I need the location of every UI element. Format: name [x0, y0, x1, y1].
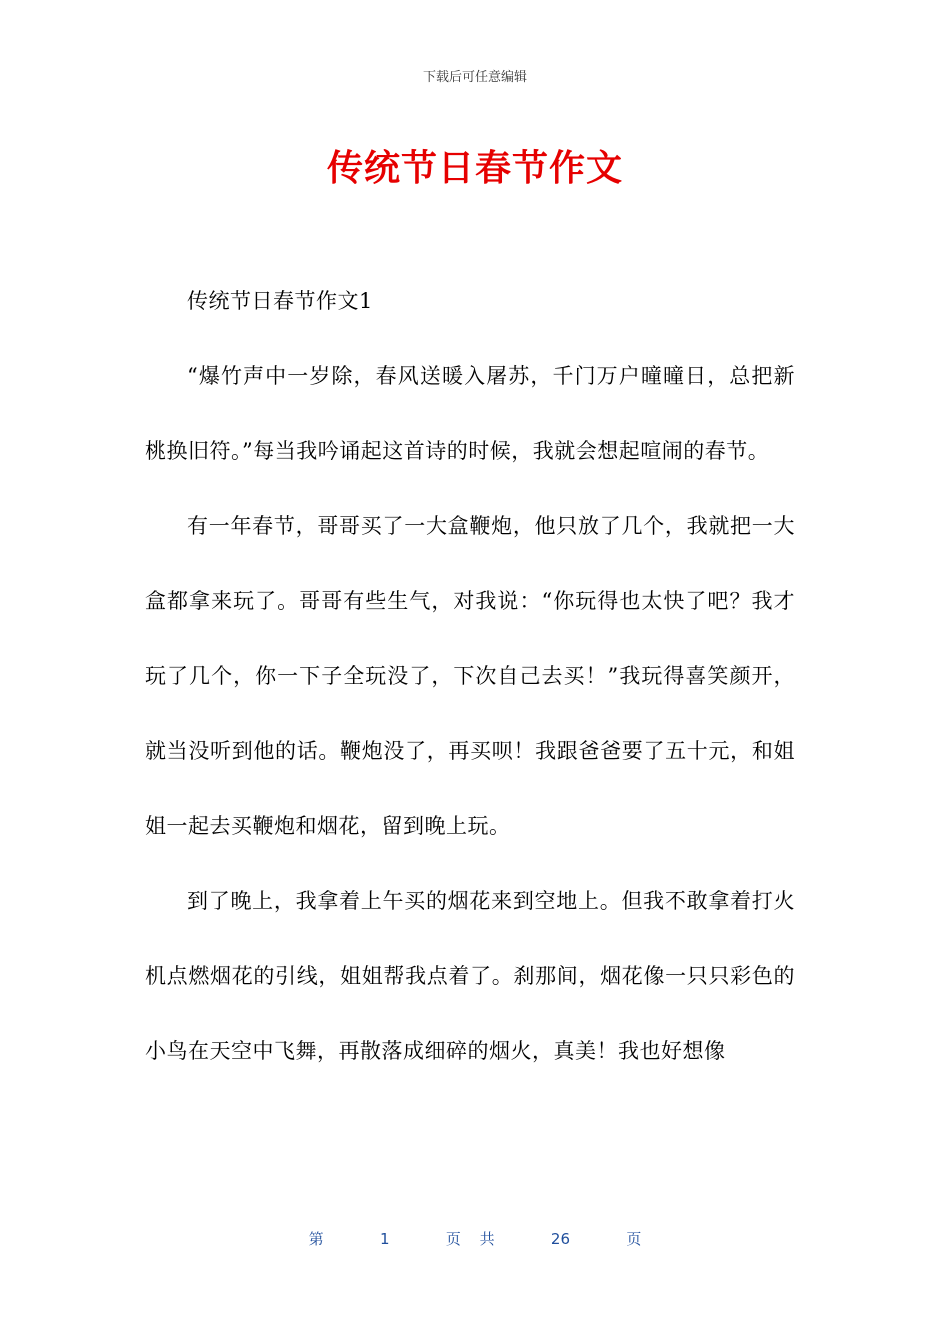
paragraph-1: “爆竹声中一岁除，春风送暖入屠苏，千门万户曈曈日，总把新桃换旧符。”每当我吟诵起这首诗的时候，我就会想起喧闹的春节。: [145, 364, 795, 463]
document-body: [145, 264, 795, 1089]
paragraph-3: 到了晚上，我拿着上午买的烟花来到空地上。但我不敢拿着打火机点燃烟花的引线，姐姐帮我点着了。刹那间，烟花像一只只彩色的小鸟在天空中飞舞，再散落成细碎的烟火，真美！我也好想像: [145, 889, 795, 1063]
page-footer: [0, 1228, 950, 1249]
page-label-prefix: 第: [308, 1230, 324, 1248]
paragraph-2: 有一年春节，哥哥买了一大盒鞭炮，他只放了几个，我就把一大盒都拿来玩了。哥哥有些生气，对我说：“你玩得也太快了吧？我才玩了几个，你一下子全玩没了，下次自己去买！”我玩得喜笑颜开，就当没听到他的话。鞭炮没了，再买呗！我跟爸爸要了五十元，和姐姐一起去买鞭炮和烟花，留到晚上玩。: [145, 514, 795, 838]
total-pages-number: 26: [550, 1230, 571, 1248]
current-page-number: 1: [379, 1230, 390, 1248]
document-title: 传统节日春节作文: [326, 148, 623, 189]
page-label-mid: 页 共: [445, 1230, 495, 1248]
section-heading: 传统节日春节作文1: [187, 289, 373, 313]
page-label-suffix: 页: [626, 1230, 642, 1248]
header-note: 下载后可任意编辑: [422, 70, 527, 85]
